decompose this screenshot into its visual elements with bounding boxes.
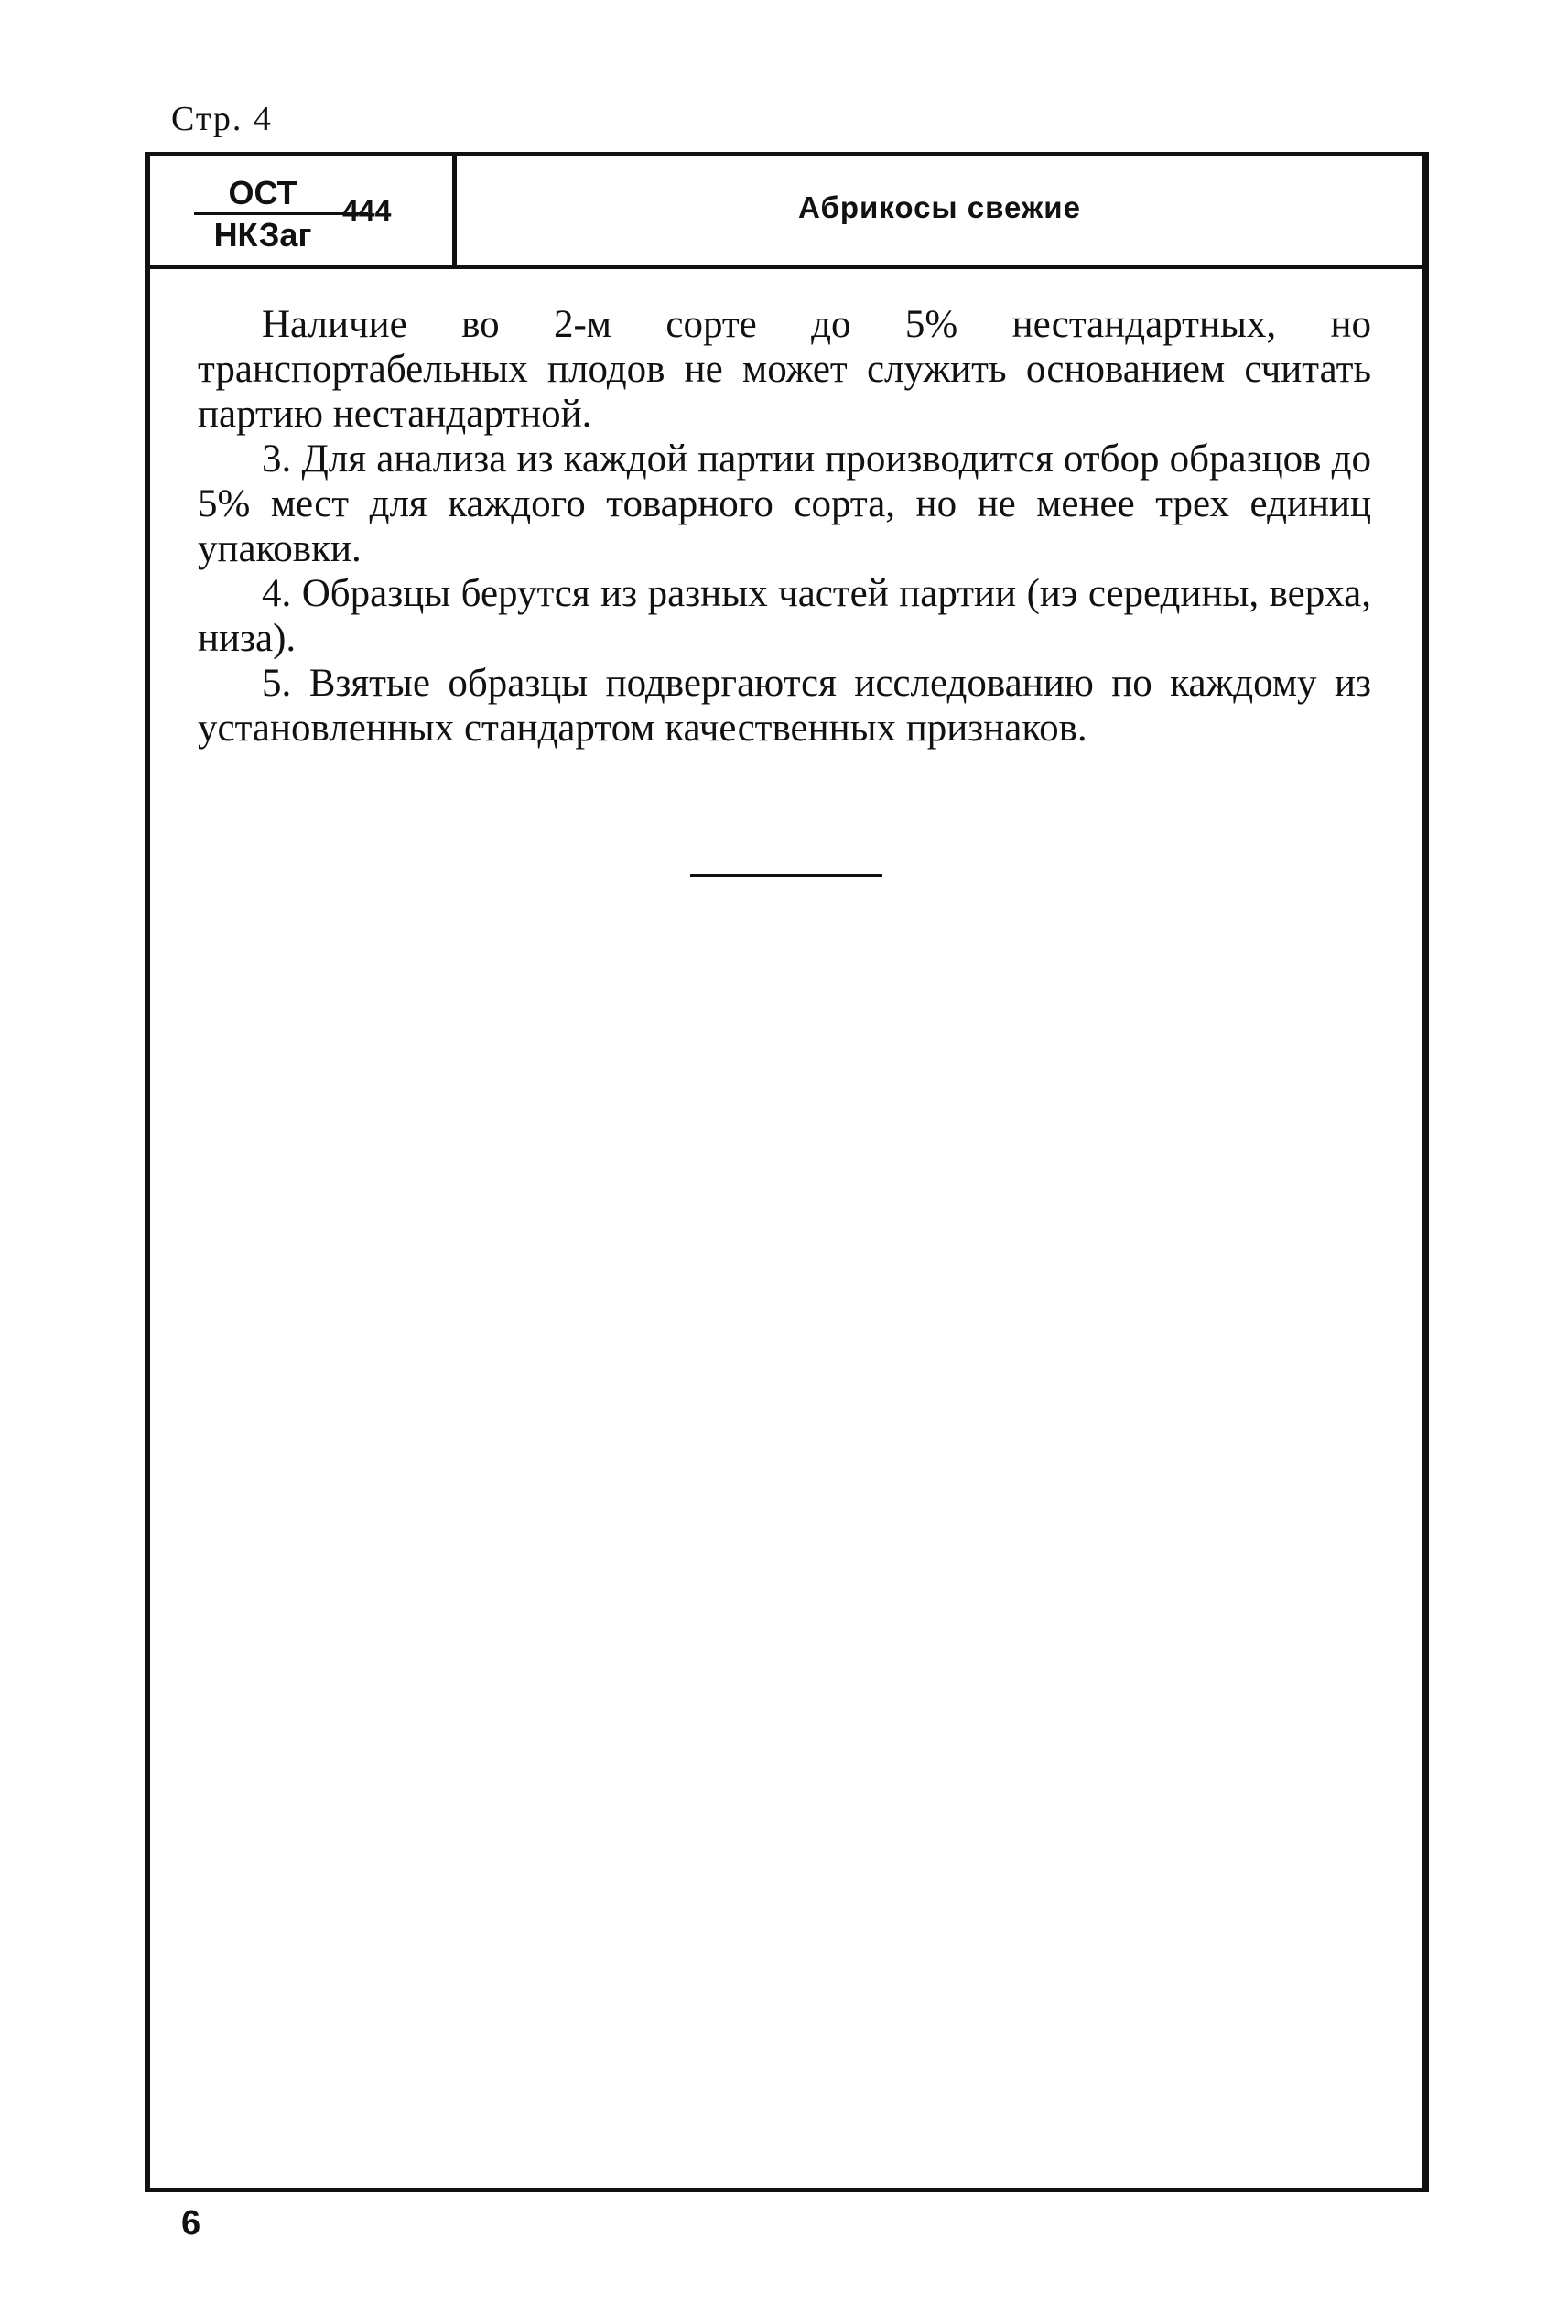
document-header [150, 156, 1422, 269]
standard-code-block [150, 156, 457, 265]
standard-code-denominator: НКЗаг [213, 216, 312, 254]
paragraph: Наличие во 2-м сорте до 5% нестандартных, но транспортабельных плодов не может служить основанием считать партию нестандартной. [198, 303, 1371, 436]
standard-code-number: 444 [342, 194, 392, 227]
paragraph: 5. Взятые образцы подвергаются исследованию по каждому из установленных стандартом качественных признаков. [198, 662, 1371, 750]
document-frame [145, 152, 1429, 2192]
page-number-bottom: 6 [181, 2204, 201, 2243]
document-body [198, 302, 1371, 751]
document-title: Абрикосы свежие [798, 190, 1081, 224]
paragraph: 4. Образцы берутся из разных частей партии (иэ середины, верха, низа). [198, 572, 1371, 660]
standard-code-numerator: ОСТ [228, 174, 297, 211]
paragraph: 3. Для анализа из каждой партии производится отбор образцов до 5% мест для каждого товарного сорта, но не менее трех единиц упаковки. [198, 438, 1371, 570]
page-label-top: Стр. 4 [171, 100, 273, 138]
end-divider [690, 874, 882, 877]
